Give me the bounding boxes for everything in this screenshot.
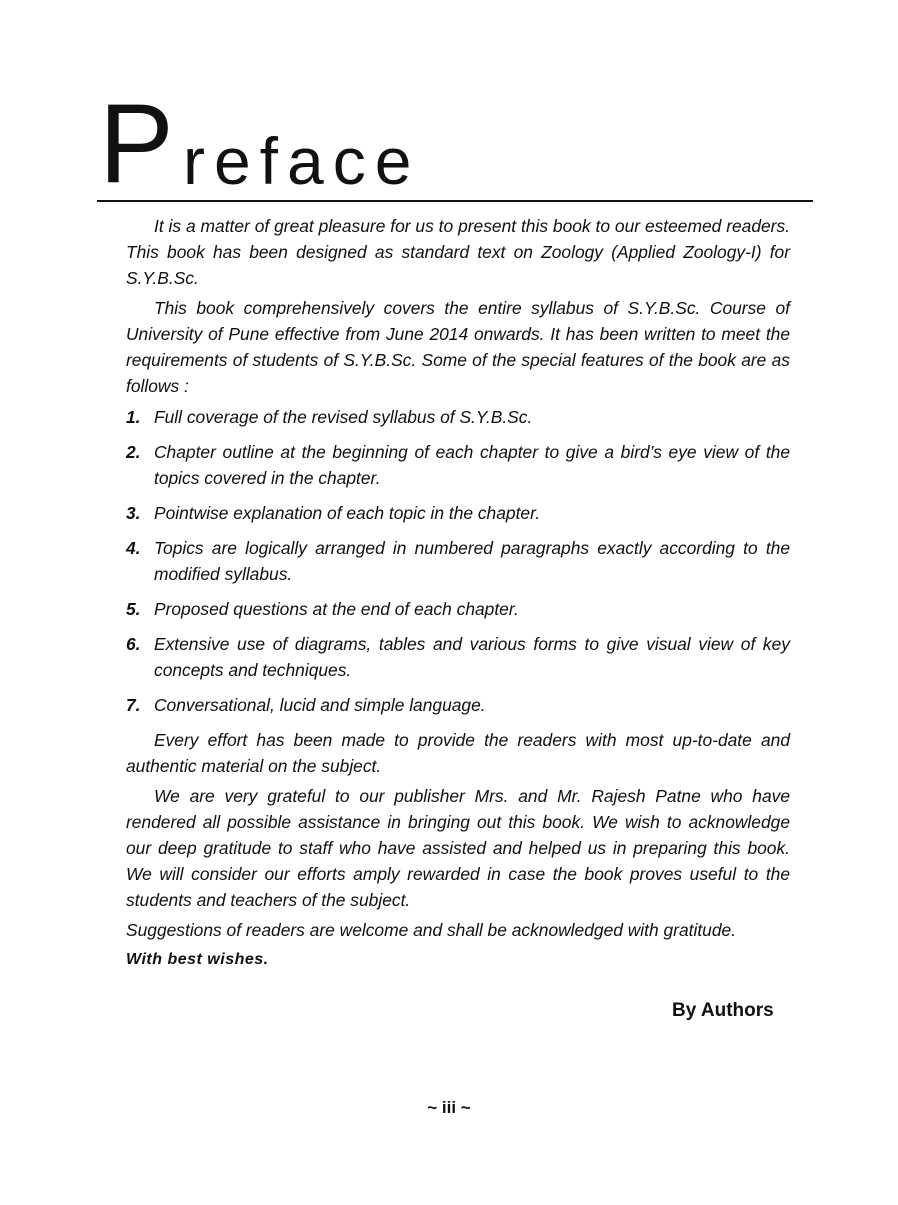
list-item (126, 535, 790, 587)
suggestions-paragraph: Suggestions of readers are welcome and shall be acknowledged with gratitude. (126, 920, 737, 940)
page-title (97, 81, 813, 206)
list-item (126, 692, 790, 718)
list-item-number: 6. (126, 634, 141, 654)
effort-paragraph: Every effort has been made to provide the readers with most up-to-date and authentic material on the subject. (126, 730, 790, 776)
closing-line: With best wishes. (126, 951, 269, 968)
list-item-text: Topics are logically arranged in numbered paragraphs exactly according to the modified syllabus. (154, 538, 790, 584)
list-item (126, 404, 790, 430)
preface-body (126, 213, 790, 977)
list-item-text: Proposed questions at the end of each chapter. (154, 599, 519, 619)
list-item (126, 439, 790, 491)
list-item-text: Full coverage of the revised syllabus of S.Y.B.Sc. (154, 407, 533, 427)
list-item (126, 631, 790, 683)
list-item-number: 2. (126, 442, 141, 462)
list-item (126, 500, 790, 526)
list-item-text: Chapter outline at the beginning of each chapter to give a bird’s eye view of the topics covered in the chapter. (154, 442, 790, 488)
intro-paragraph: It is a matter of great pleasure for us to present this book to our esteemed readers. This book has been designed as standard text on Zoology (Applied Zoology-I) for S.Y.B.Sc. (126, 216, 790, 288)
list-item-text: Conversational, lucid and simple language. (154, 695, 486, 715)
features-list (126, 404, 790, 718)
list-item-number: 1. (126, 407, 141, 427)
list-item-text: Extensive use of diagrams, tables and various forms to give visual view of key concepts and techniques. (154, 634, 790, 680)
title-initial: P (99, 81, 174, 206)
gratitude-paragraph: We are very grateful to our publisher Mrs. and Mr. Rajesh Patne who have rendered all possible assistance in bringing out this book. We wish to acknowledge our deep gratitude to staff who have assisted and helped us in preparing this book. We will consider our efforts amply rewarded in case the book proves useful to the students and teachers of the subject. (126, 786, 790, 910)
coverage-paragraph: This book comprehensively covers the entire syllabus of S.Y.B.Sc. Course of University of Pune effective from June 2014 onwards. It has been written to meet the requirements of students of S.Y.B.Sc. Some of the special features of the book are as follows : (126, 298, 790, 396)
title-rest: reface (183, 124, 421, 198)
signature: By Authors (672, 1000, 774, 1021)
list-item-text: Pointwise explanation of each topic in the chapter. (154, 503, 541, 523)
list-item-number: 4. (126, 538, 141, 558)
list-item-number: 3. (126, 503, 141, 523)
page-number: ~ iii ~ (427, 1098, 471, 1117)
list-item-number: 5. (126, 599, 141, 619)
list-item-number: 7. (126, 695, 141, 715)
list-item (126, 596, 790, 622)
